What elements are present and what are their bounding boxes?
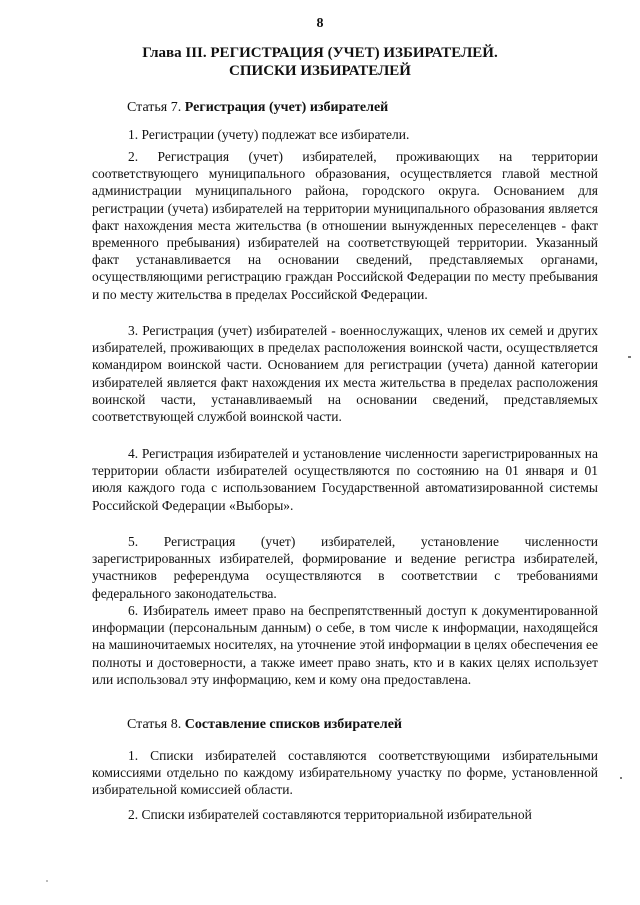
article-7-paragraph-1: 1. Регистрации (учету) подлежат все избиратели. — [128, 127, 410, 142]
chapter-title-line-1: Глава III. РЕГИСТРАЦИЯ (УЧЕТ) ИЗБИРАТЕЛЕЙ. — [142, 45, 498, 61]
article-7-heading — [127, 100, 388, 116]
article-8-paragraph-1: 1. Списки избирателей составляются соответствующими избирательными комиссиями отдельно по каждому избирательному участку по форме, установленной избирательной комиссией области. — [92, 748, 598, 798]
article-8-heading — [127, 717, 402, 733]
article-7-paragraph-4: 4. Регистрация избирателей и установление численности зарегистрированных на территории области избирателей осуществляются по состоянию на 01 января и 01 июля каждого года с использованием Государственной автоматизированной системы Российской Федерации «Выборы». — [92, 446, 598, 513]
article-7-paragraph-6: 6. Избиратель имеет право на беспрепятственный доступ к документированной информации (персональным данным) о себе, в том числе к информации, находящейся на машиночитаемых носителях, на уточнение этой информации в целях обеспечения ее полноты и достоверности, а также имеет право знать, кто и в каких целях использует или использовал эту информацию, кем и кому она предоставлена. — [92, 603, 598, 687]
article-7-title: Регистрация (учет) избирателей — [184, 100, 389, 115]
article-7-paragraph-2: 2. Регистрация (учет) избирателей, проживающих на территории соответствующего муниципального образования, осуществляется главой местной администрации муниципального района, городского округа. Основанием для регистрации (учета) избирателей на территории муниципального образования является факт нахождения места жительства (в отношении вынужденных переселенцев - факт временного пребывания) избирателей на соответствующей территории. Указанный факт устанавливается на основании сведений, представляемых органами, осуществляющими регистрацию граждан Российской Федерации по месту пребывания и по месту жительства в пределах Российской Федерации. — [92, 149, 598, 302]
article-8-paragraph-2: 2. Списки избирателей составляются территориальной избирательной — [128, 807, 532, 822]
article-8-title: Составление списков избирателей — [184, 717, 402, 732]
article-7-prefix: Статья 7. — [127, 100, 182, 115]
article-7-paragraph-5: 5. Регистрация (учет) избирателей, установление численности зарегистрированных избирателей, формирование и ведение регистра избирателей, участников референдума осуществляются в соответствии с требованиями федерального законодательства. — [92, 534, 598, 601]
chapter-title-line-2: СПИСКИ ИЗБИРАТЕЛЕЙ — [229, 63, 411, 79]
scan-speck — [628, 356, 631, 358]
chapter-title — [60, 44, 580, 80]
scan-speck — [620, 777, 622, 779]
scan-speck — [46, 880, 48, 882]
page-number: 8 — [316, 16, 324, 31]
article-8-prefix: Статья 8. — [127, 717, 182, 732]
article-7-paragraph-3: 3. Регистрация (учет) избирателей - военнослужащих, членов их семей и других избирателей, проживающих в пределах расположения воинской части, осуществляется командиром воинской части. Основанием для регистрации (учета) данной категории избирателей является факт нахождения их места жительства в пределах расположения воинской части, устанавливаемый на основании сведений, представляемых соответствующей службой воинской части. — [92, 323, 598, 425]
